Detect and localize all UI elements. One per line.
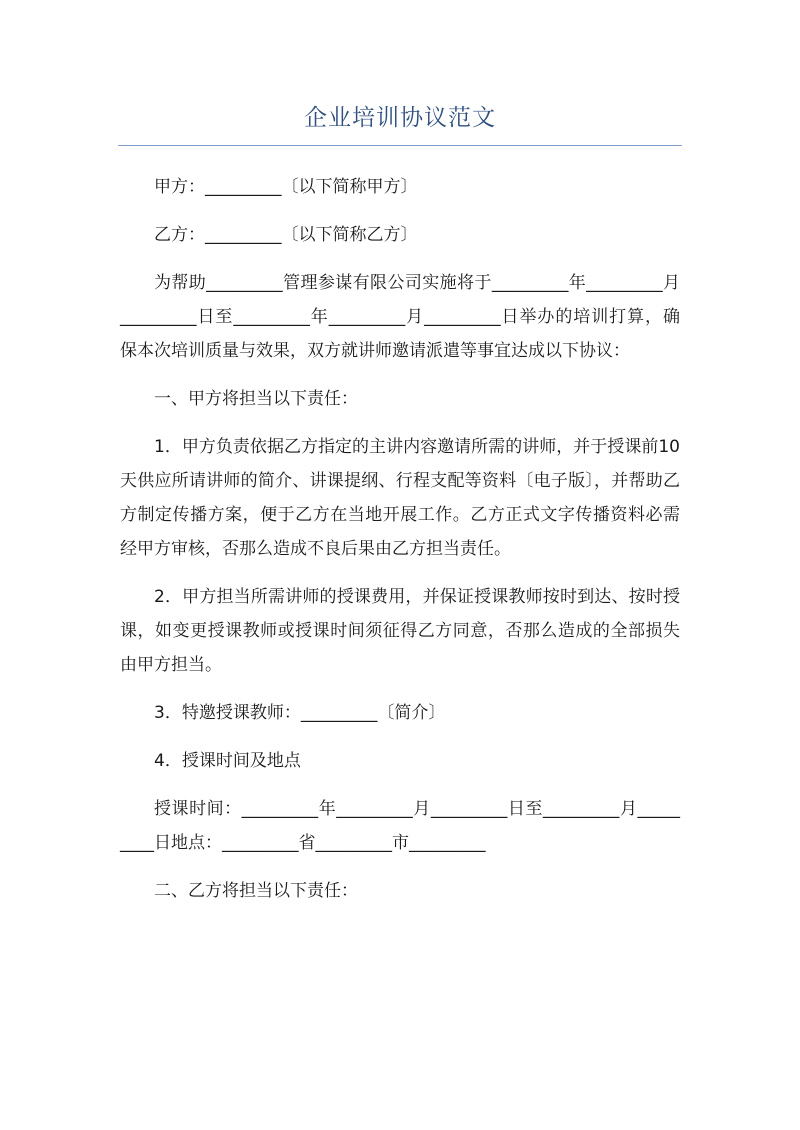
clause-3: 3．特邀授课教师：_________〔简介〕 [154,703,446,723]
section-heading-party-b: 二、乙方将担当以下责任： [154,881,358,901]
title-divider [118,145,682,146]
clause-4: 4．授课时间及地点 [154,751,301,771]
section-heading-party-a: 一、甲方将担当以下责任： [154,389,358,409]
clause-1: 1．甲方负责依据乙方指定的主讲内容邀请所需的讲师，并于授课前10天供应所请讲师的简介、讲课提纲、行程支配等资料〔电子版〕，并帮助乙方制定传播方案，便于乙方在当地开展工作。乙方正式文字传播资料必需经甲方审核，否那么造成不良后果由乙方担当责任。 [120,437,680,559]
document-title: 企业培训协议范文 [304,105,496,131]
clause-2: 2．甲方担当所需讲师的授课费用，并保证授课教师按时到达、按时授课，如变更授课教师或授课时间须征得乙方同意，否那么造成的全部损失由甲方担当。 [120,587,680,675]
document-body [120,170,680,922]
intro-paragraph: 为帮助_________管理参谋有限公司实施将于_________年_________月_________日至_________年_________月_________日举办的培训打算，确保本次培训质量与效果，双方就讲师邀请派遣等事宜达成以下协议： [120,273,680,361]
party-b-line: 乙方：_________〔以下简称乙方〕 [154,225,418,245]
schedule-paragraph: 授课时间：_________年_________月_________日至_________月_________日地点：_________省_________市_________ [120,799,680,853]
party-a-line: 甲方：_________〔以下简称甲方〕 [154,177,418,197]
